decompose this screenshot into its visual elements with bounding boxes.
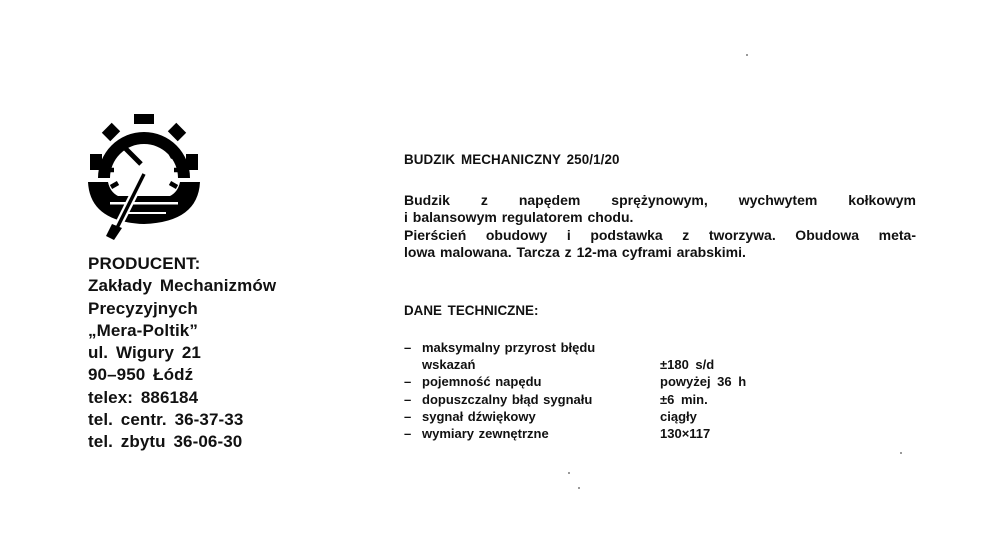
producer-info bbox=[88, 253, 276, 454]
spec-value: ±6 min. bbox=[660, 391, 708, 407]
scan-speck bbox=[578, 487, 580, 489]
spec-label: wskazań bbox=[422, 357, 476, 373]
description-line: Budzik z napędem sprężynowym, wychwytem kołkowym bbox=[404, 192, 916, 208]
producer-logo bbox=[86, 112, 202, 242]
producer-company-line-1: Zakłady Mechanizmów bbox=[88, 276, 277, 296]
producer-telex: telex: 886184 bbox=[88, 387, 199, 407]
spec-value: ciągły bbox=[660, 408, 697, 424]
spec-label: pojemność napędu bbox=[422, 374, 542, 390]
producer-phone-sales: tel. zbytu 36-06-30 bbox=[88, 432, 243, 452]
producer-company-name: „Mera-Poltik” bbox=[88, 320, 198, 340]
list-dash: – bbox=[404, 391, 412, 407]
spec-value: powyżej 36 h bbox=[660, 374, 747, 390]
spec-row bbox=[404, 356, 746, 373]
product-title: BUDZIK MECHANICZNY 250/1/20 bbox=[404, 152, 620, 167]
spec-row bbox=[404, 373, 746, 390]
description-line: i balansowym regulatorem chodu. bbox=[404, 209, 634, 226]
scan-speck bbox=[746, 54, 748, 56]
spec-row bbox=[404, 391, 746, 408]
gauge-gear-boat-oar-icon bbox=[86, 112, 202, 242]
producer-city: 90–950 Łódź bbox=[88, 365, 194, 385]
technical-data-heading: DANE TECHNICZNE: bbox=[404, 303, 539, 318]
producer-heading: PRODUCENT: bbox=[88, 254, 201, 273]
list-dash-spacer bbox=[404, 356, 422, 373]
product-description bbox=[404, 192, 916, 262]
list-dash: – bbox=[404, 408, 412, 424]
spec-row bbox=[404, 339, 746, 356]
technical-specs-list bbox=[404, 339, 746, 442]
spec-label: wymiary zewnętrzne bbox=[422, 426, 549, 442]
list-dash: – bbox=[404, 340, 412, 355]
spec-row bbox=[404, 408, 746, 425]
producer-phone-central: tel. centr. 36-37-33 bbox=[88, 410, 244, 430]
list-dash: – bbox=[404, 374, 412, 390]
spec-value: 130×117 bbox=[660, 426, 711, 442]
scan-speck bbox=[900, 452, 902, 454]
producer-street: ul. Wigury 21 bbox=[88, 343, 201, 363]
spec-label: dopuszczalny błąd sygnału bbox=[422, 391, 593, 407]
spec-label: sygnał dźwiękowy bbox=[422, 408, 536, 424]
producer-company-line-2: Precyzyjnych bbox=[88, 298, 198, 318]
spec-value: ±180 s/d bbox=[660, 357, 715, 373]
spec-row bbox=[404, 425, 746, 442]
scan-speck bbox=[568, 472, 570, 474]
spec-label: maksymalny przyrost błędu bbox=[422, 340, 596, 355]
description-line: Pierścień obudowy i podstawka z tworzywa. Obudowa meta- bbox=[404, 226, 916, 243]
list-dash: – bbox=[404, 426, 412, 442]
description-line: lowa malowana. Tarcza z 12-ma cyframi arabskimi. bbox=[404, 244, 746, 261]
